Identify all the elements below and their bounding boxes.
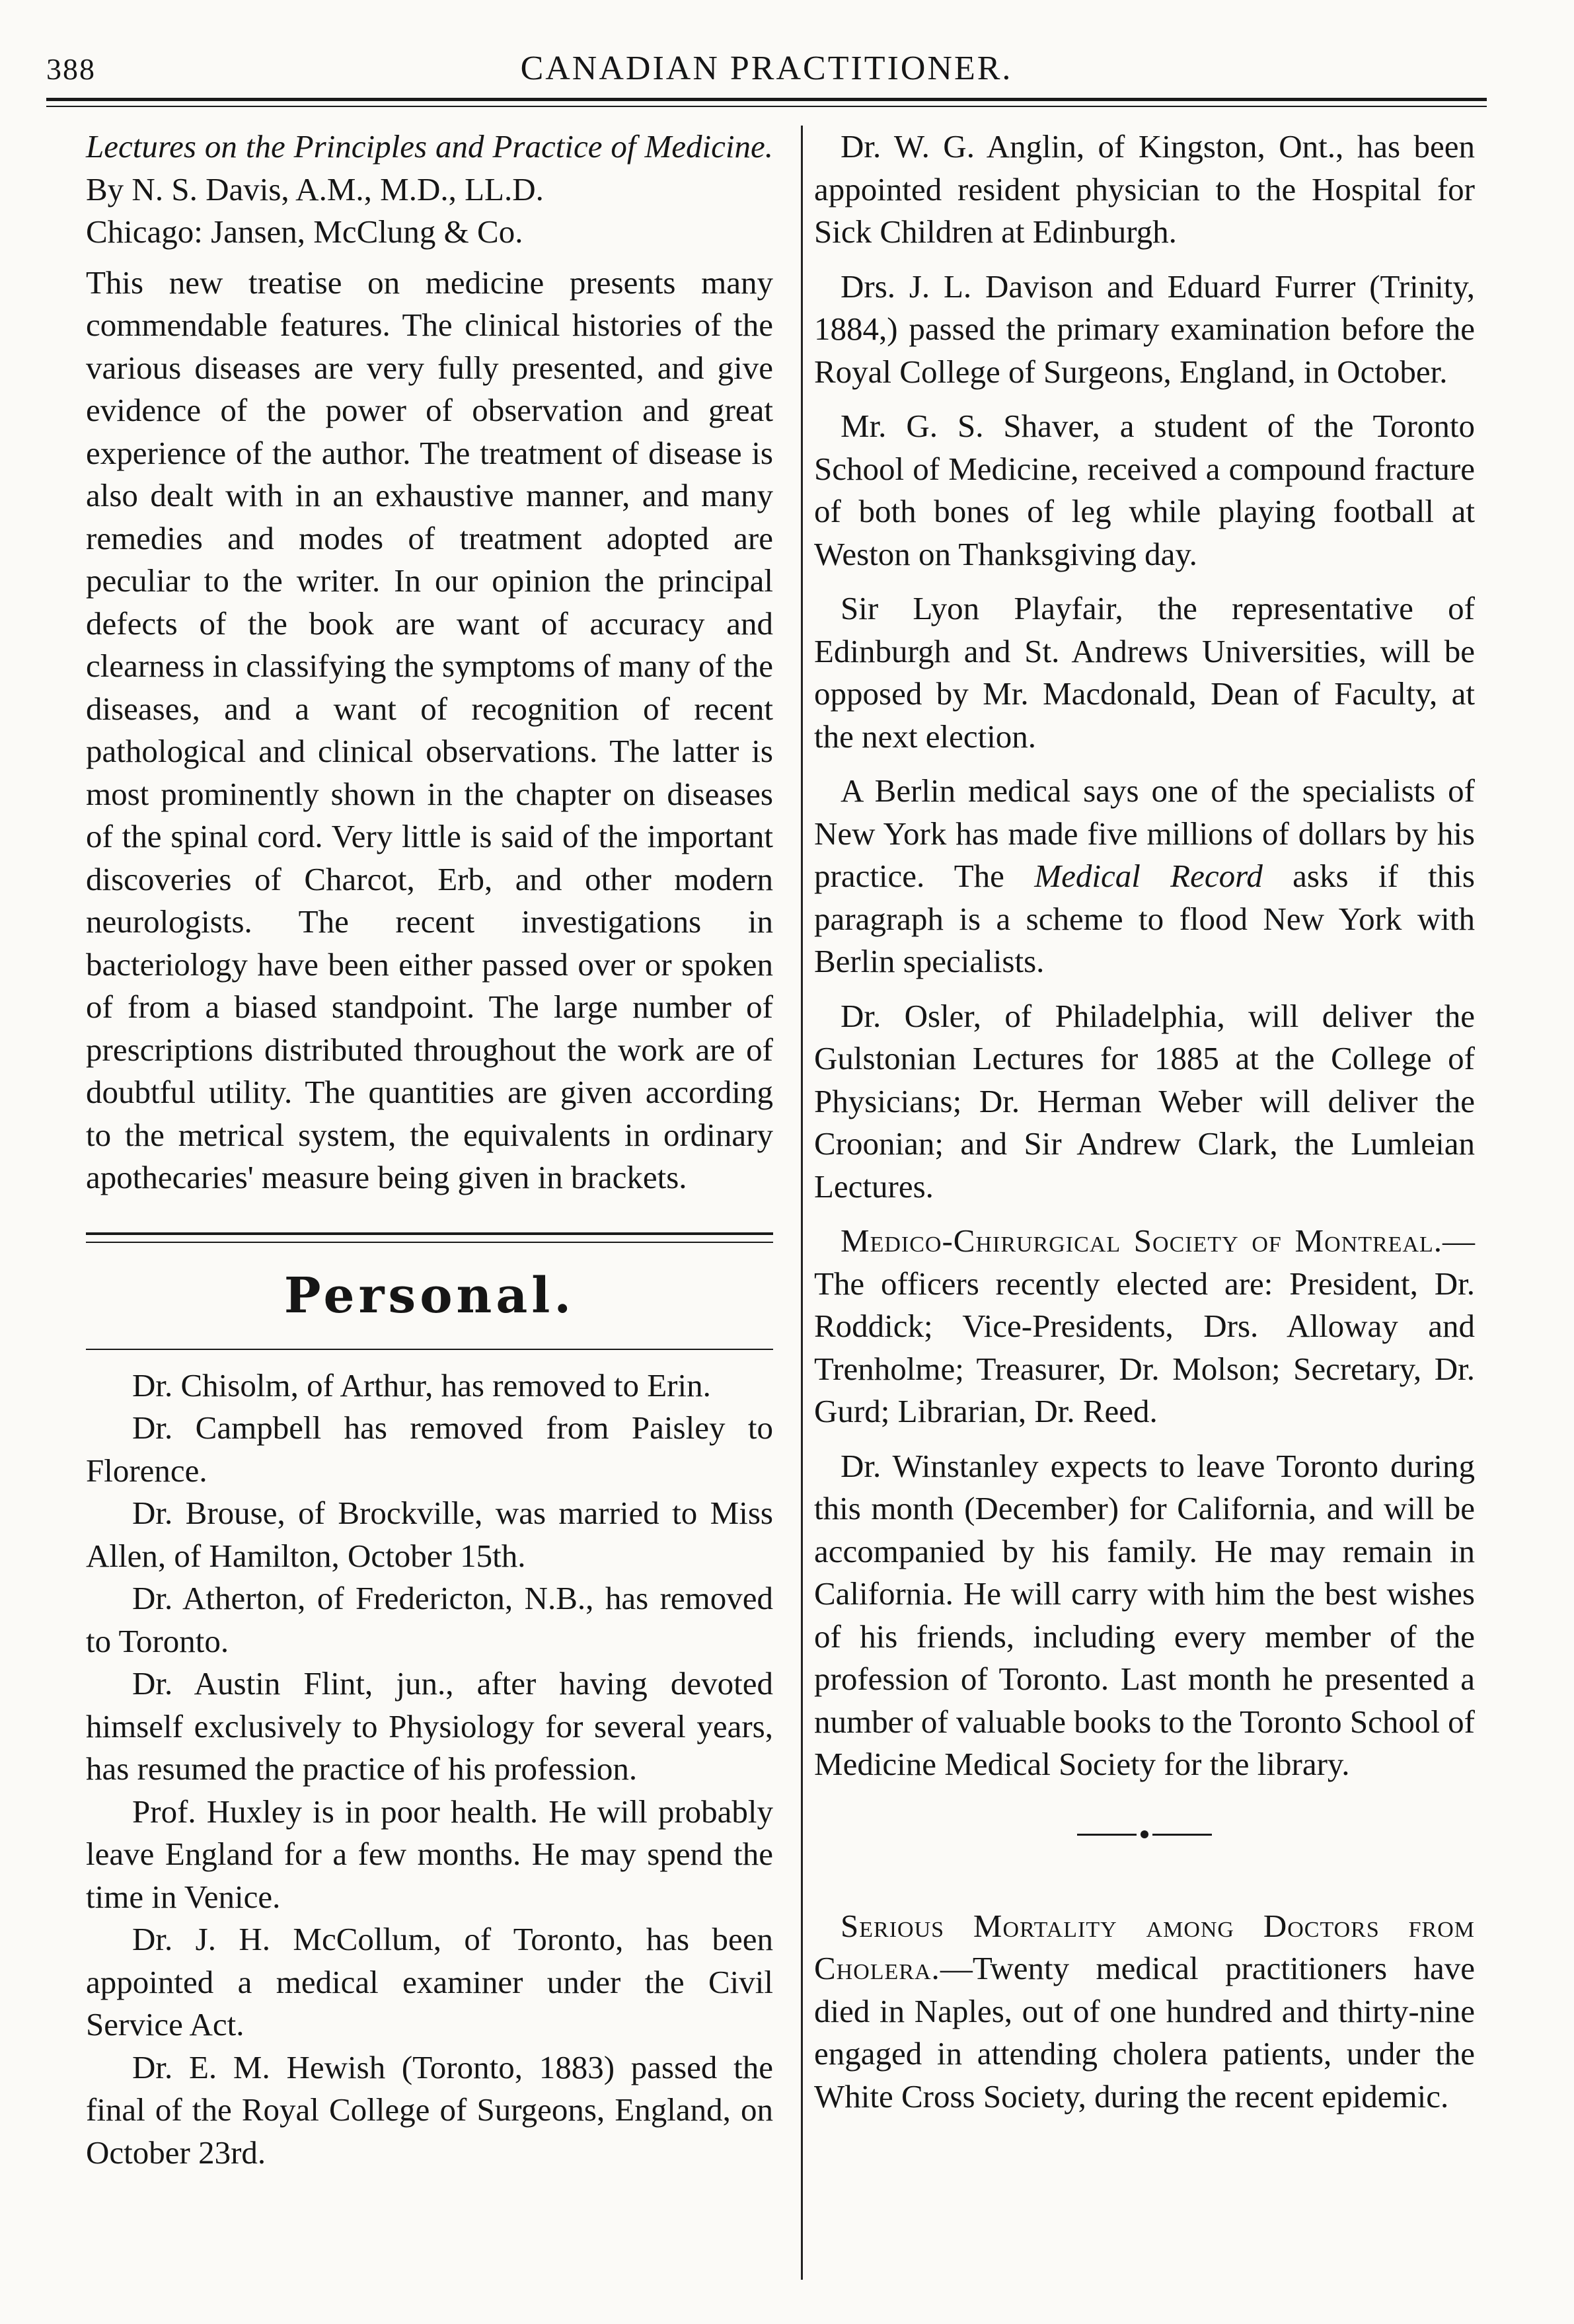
header-rule-thin [46, 106, 1487, 107]
news-item-berlin [814, 770, 1475, 983]
news-item-anglin: Dr. W. G. Anglin, of Kingston, Ont., has been appointed resident physician to the Hospital for Sick Children at Edinburgh. [814, 128, 1475, 250]
news-item-playfair: Sir Lyon Playfair, the representative of Edinburgh and St. Andrews Universities, will be opposed by Mr. Macdonald, Dean of Faculty, at the next election. [814, 590, 1475, 755]
column-divider [801, 126, 803, 2280]
news-item-osler: Dr. Osler, of Philadelphia, will deliver the Gulstonian Lectures for 1885 at the College of Physicians; Dr. Herman Weber will deliver the Croonian; and Sir Andrew Clark, the Lumleian Lectures. [814, 997, 1475, 1205]
news-item-cholera [814, 1905, 1475, 2118]
section-heading-personal: Personal. [283, 1267, 576, 1324]
personal-item: Prof. Huxley is in poor health. He will probably leave England for a few months. He may spend the time in Venice. [86, 1793, 773, 1915]
news-item-winstanley: Dr. Winstanley expects to leave Toronto during this month (December) for California, and will be accompanied by his family. He may remain in California. He will carry with him the best wishes of his friends, including every member of the profession of Toronto. Last month he presented a number of valuable books to the Toronto School of Medicine Medical Society for the library. [814, 1447, 1476, 1782]
journal-name: Medical Record [1034, 858, 1263, 894]
berlin-text-after: asks if this paragraph is a scheme to flood New York with Berlin specialists. [814, 858, 1475, 979]
berlin-text-before: A Berlin medical says one of the specialists of New York has made five millions of dollars by his practice. The [814, 772, 1475, 894]
news-item-montreal-society [814, 1220, 1475, 1433]
personal-item: Dr. E. M. Hewish (Toronto, 1883) passed the final of the Royal College of Surgeons, England, on October 23rd. [86, 2048, 773, 2171]
page-header [46, 40, 1487, 99]
left-column [86, 126, 773, 2174]
personal-item: Dr. Chisolm, of Arthur, has removed to Erin. [132, 1367, 711, 1404]
news-item-davison-furrer: Drs. J. L. Davison and Eduard Furrer (Trinity, 1884,) passed the primary examination before the Royal College of Surgeons, England, in October. [814, 268, 1475, 390]
page-number: 388 [46, 52, 96, 86]
montreal-society-body: —The officers recently elected are: President, Dr. Roddick; Vice-Presidents, Drs. Alloway and Trenholme; Treasurer, Dr. Molson; Secretary, Dr. Gurd; Librarian, Dr. Reed. [814, 1222, 1475, 1429]
section-rule-bottom [86, 1349, 773, 1350]
news-item-shaver: Mr. G. S. Shaver, a student of the Toronto School of Medicine, received a compound fracture of both bones of leg while playing football at Weston on Thanksgiving day. [814, 408, 1475, 572]
book-review-body: This new treatise on medicine presents many commendable features. The clinical histories of the various diseases are very fully presented, and give evidence of the power of observation and great experience of the author. The treatment of disease is also dealt with in an exhaustive manner, and many remedies and modes of treatment adopted are peculiar to the writer. In our opinion the principal defects of the book are want of accuracy and clearness in classifying the symptoms of many of the diseases, and a want of recognition of recent pathological and clinical observations. The latter is most prominently shown in the chapter on diseases of the spinal cord. Very little is said of the important discoveries of Charcot, Erb, and other modern neurologists. The recent investigations in bacteriology have been either passed over or spoken of from a biased standpoint. The large number of prescriptions distributed throughout the work are of doubtful utility. The quantities are given according to the metrical system, the equivalents in ordinary apothecaries' measure being given in brackets. [86, 264, 773, 1195]
personal-item: Dr. Brouse, of Brockville, was married to Miss Allen, of Hamilton, October 15th. [86, 1495, 773, 1574]
book-publisher: Chicago: Jansen, McClung & Co. [86, 213, 523, 250]
montreal-society-heading: Medico-Chirurgical Society of Montreal. [841, 1222, 1443, 1259]
cholera-heading: Serious Mortality among Doctors from Cholera. [814, 1907, 1475, 1986]
book-title: Lectures on the Principles and Practice of Medicine. [86, 128, 773, 165]
book-author: By N. S. Davis, A.M., M.D., LL.D. [86, 170, 544, 207]
cholera-body: —Twenty medical practitioners have died in Naples, out of one hundred and thirty-nine engaged in attending cholera patients, under the White Cross Society, during the recent epidemic. [814, 1950, 1475, 2115]
running-title: CANADIAN PRACTITIONER. [520, 50, 1013, 87]
personal-item: Dr. Atherton, of Fredericton, N.B., has removed to Toronto. [86, 1580, 773, 1659]
header-rule [46, 98, 1487, 101]
ornament-divider [814, 1806, 1475, 1859]
book-review-citation [86, 126, 773, 254]
right-column [814, 126, 1475, 2130]
personal-item: Dr. Campbell has removed from Paisley to Florence. [86, 1409, 773, 1489]
section-rule [86, 1232, 773, 1235]
personal-item: Dr. Austin Flint, jun., after having devoted himself exclusively to Physiology for several years, has resumed the practice of his profession. [86, 1665, 773, 1787]
personal-item: Dr. J. H. McCollum, of Toronto, has been appointed a medical examiner under the Civil Service Act. [86, 1921, 773, 2043]
